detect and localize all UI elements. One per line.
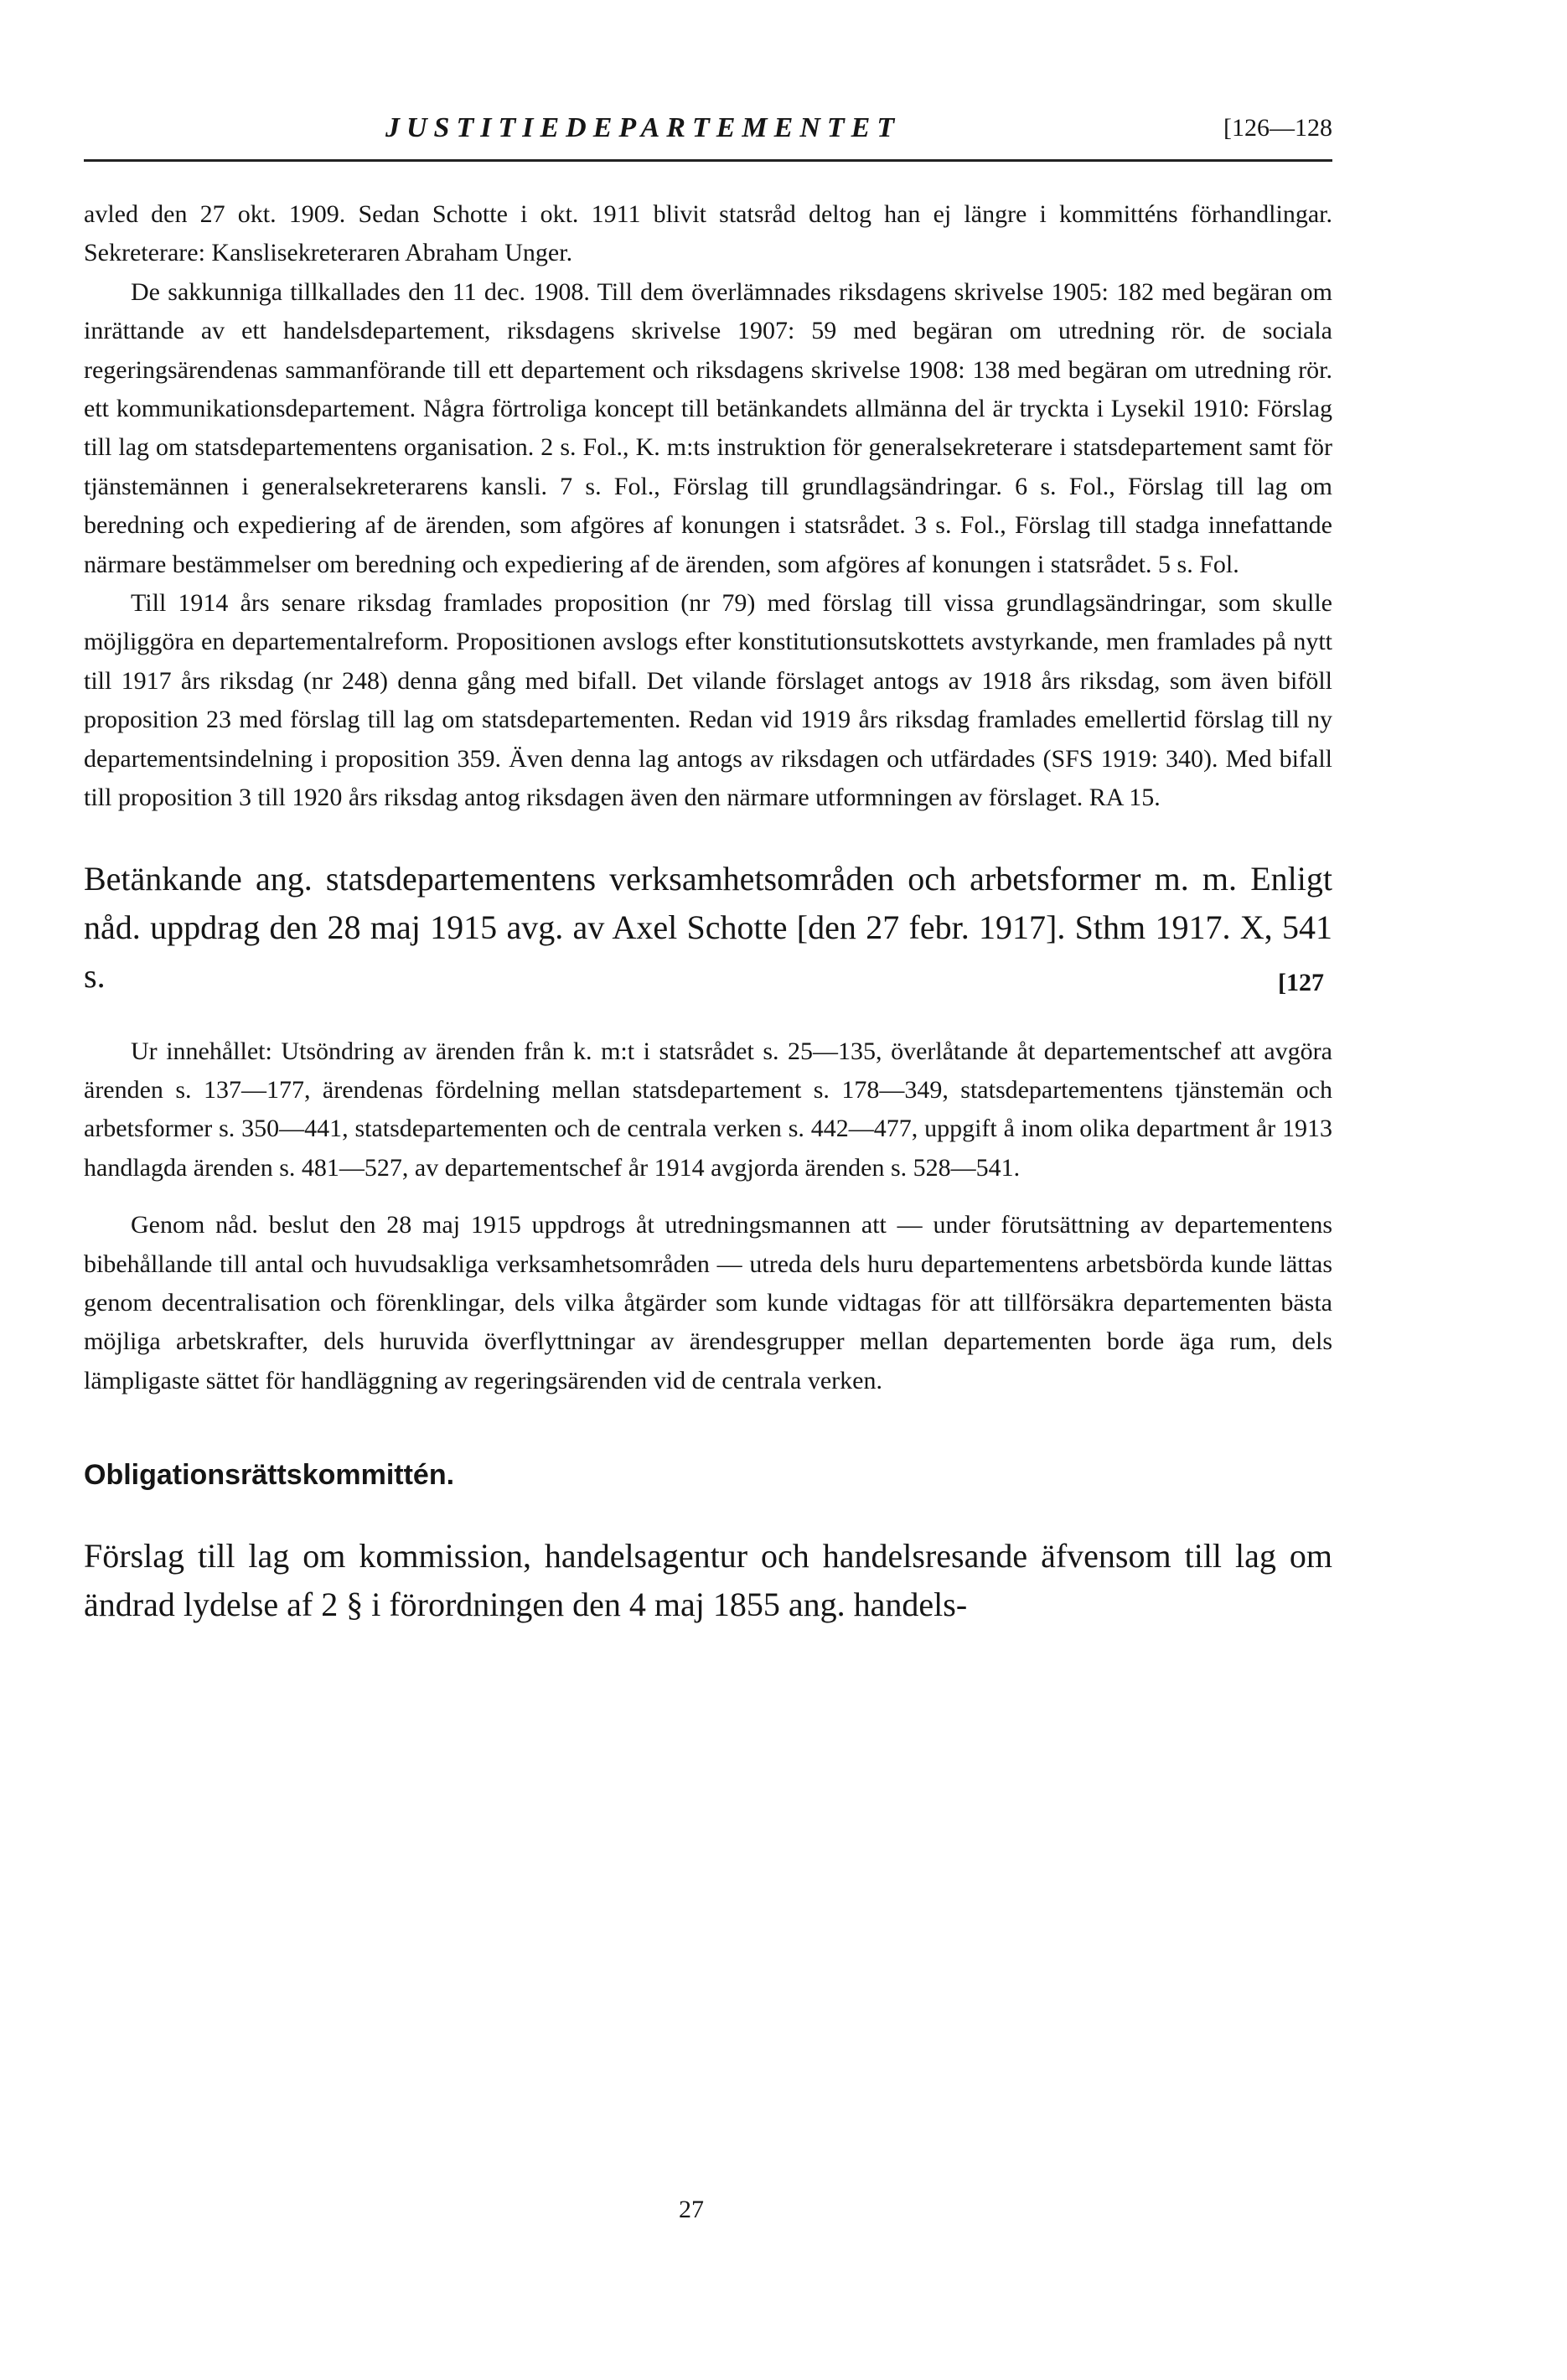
entry-128-title: Förslag till lag om kommission, handelsagentur och handelsresande äfvensom till lag om ändrad lydelse af 2 § i förordningen den 4 maj 1855 ang. handels-	[84, 1537, 1332, 1624]
running-header-entry-range: [126—128	[1223, 114, 1332, 142]
page-number: 27	[679, 2196, 704, 2223]
paragraph-experts: De sakkunniga tillkallades den 11 dec. 1908. Till dem överlämnades riksdagens skrivelse 1905: 182 med begäran om inrättande av ett handelsdepartement, riksdagens skrivelse 1907: 59 med begäran om utredning rör. de sociala regeringsärendenas sammanförande till ett departement och riksdagens skrivelse 1908: 138 med begäran om utredning rör. ett kommunikationsdepartement. Några förtroliga koncept till betänkandets allmänna del är tryckta i Lysekil 1910: Förslag till lag om statsdepartementens organisation. 2 s. Fol., K. m:ts instruktion för generalsekreterare i statsdepartement samt för tjänstemännen i generalsekreterarens kansli. 7 s. Fol., Förslag till grundlagsändringar. 6 s. Fol., Förslag till lag om beredning och expediering af de ärenden, som afgöres af konungen i statsrådet. 3 s. Fol., Förslag till stadga innefattande närmare bestämmelser om beredning och expediering af de ärenden, som afgöres af konungen i statsrådet. 5 s. Fol.	[84, 277, 1332, 578]
entry-127-title-block	[84, 855, 1332, 1001]
entry-127-body	[84, 1032, 1332, 1401]
section-heading: Obligationsrättskommittén.	[84, 1459, 455, 1492]
continuation-block	[84, 195, 1332, 818]
entry-127-number: [127	[1278, 968, 1324, 996]
paragraph-riksdag: Till 1914 års senare riksdag framlades proposition (nr 79) med förslag till vissa grundlagsändringar, som skulle möjliggöra en departementalreform. Propositionen avslogs efter konstitutionsutskottets avstyrkande, men framlades på nytt till 1917 års riksdag (nr 248) denna gång med bifall. Det vilande förslaget antogs av 1918 års riksdag, som även biföll proposition 23 med förslag till lag om statsdepartementen. Redan vid 1919 års riksdag framlades emellertid förslag till ny departementsindelning i proposition 359. Även denna lag antogs av riksdagen och utfärdades (SFS 1919: 340). Med bifall till proposition 3 till 1920 års riksdag antog riksdagen även den närmare utformningen av förslaget. RA 15.	[84, 589, 1332, 812]
running-header	[84, 109, 1332, 162]
document-page	[84, 109, 1332, 2330]
entry-127-title: Betänkande ang. statsdepartementens verksamhetsområden och arbetsformer m. m. Enligt nåd. uppdrag den 28 maj 1915 avg. av Axel Schotte [den 27 febr. 1917]. Sthm 1917. X, 541 s.	[84, 859, 1332, 995]
running-header-title: JUSTITIEDEPARTEMENTET	[385, 112, 902, 143]
paragraph-continued: avled den 27 okt. 1909. Sedan Schotte i okt. 1911 blivit statsråd deltog han ej längre i kommitténs förhandlingar. Sekreterare: Kanslisekreteraren Abraham Unger.	[84, 200, 1332, 267]
entry-127-description: Genom nåd. beslut den 28 maj 1915 uppdrogs åt utredningsmannen att — under förutsättning av departementens bibehållande till antal och huvudsakliga verksamhetsområden — utreda dels huru departementens arbetsbörda kunde lättas genom decentralisation och förenklingar, dels vilka åtgärder som kunde vidtagas för att tillförsäkra departementen bästa möjliga arbetskrafter, dels huruvida överflyttningar av ärendesgrupper mellan departementen borde äga rum, dels lämpligaste sättet för handläggning av regeringsärenden vid de centrala verken.	[84, 1211, 1332, 1394]
entry-127-contents: Ur innehållet: Utsöndring av ärenden från k. m:t i statsrådet s. 25—135, överlåtande åt departementschef att avgöra ärenden s. 137—177, ärendenas fördelning mellan statsdepartement s. 178—349, statsdepartementens tjänstemän och arbetsformer s. 350—441, statsdepartementen och de centrala verken s. 442—477, uppgift å inom olika department år 1913 handlagda ärenden s. 481—527, av departementschef år 1914 avgjorda ärenden s. 528—541.	[84, 1037, 1332, 1182]
